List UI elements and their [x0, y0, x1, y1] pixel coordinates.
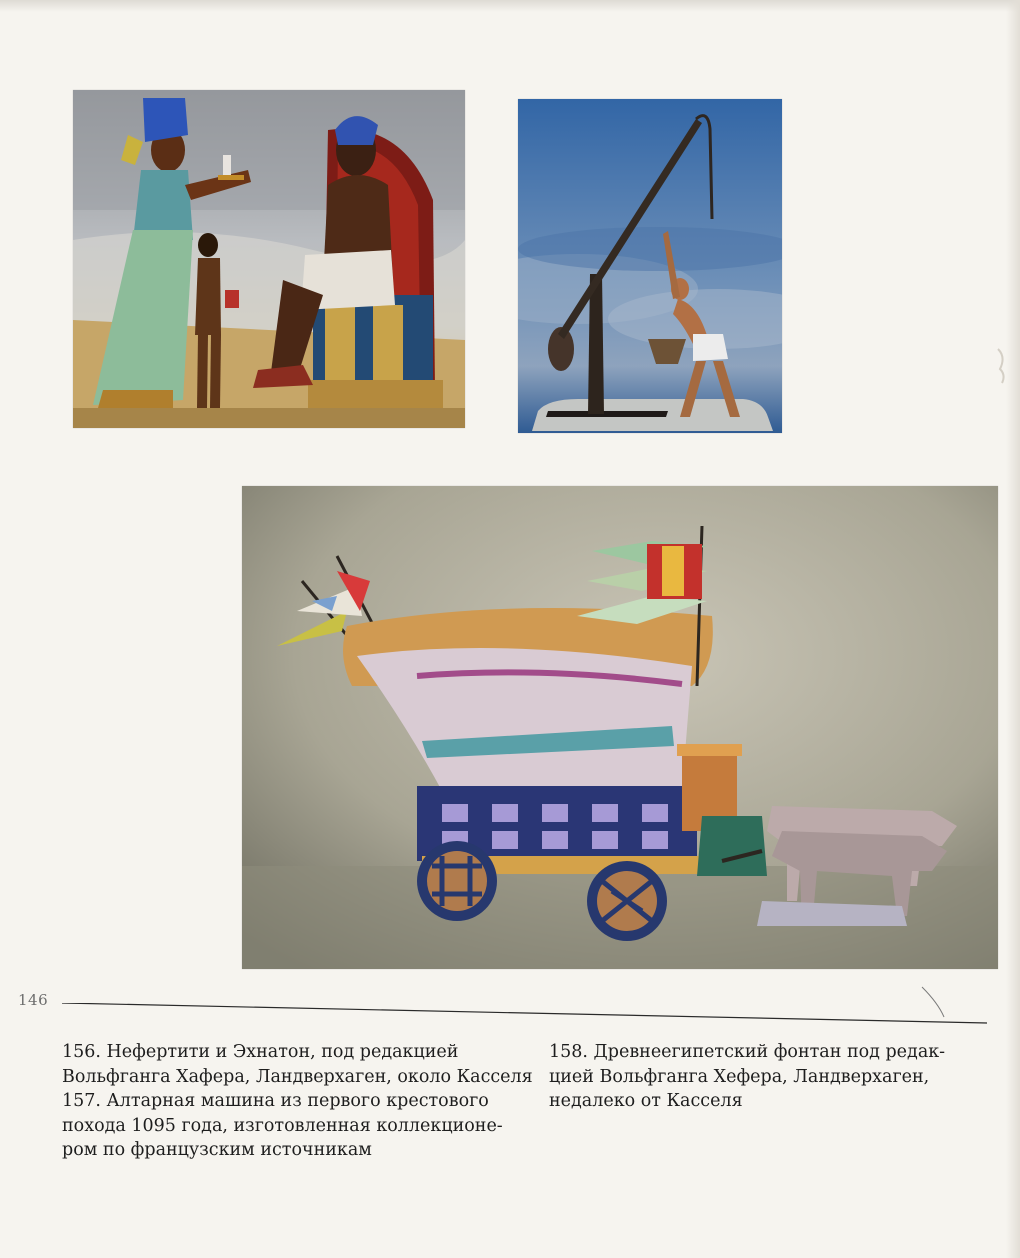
caption-line: 156. Нефертити и Эхнатон, под редакцией — [62, 1042, 459, 1062]
photo-egyptian-fountain — [518, 99, 782, 433]
caption-rule — [62, 1003, 987, 1025]
photo-nefertiti-akhenaten — [73, 90, 465, 428]
caption-column-left — [62, 1040, 532, 1163]
page-edge-shadow-top — [0, 0, 1020, 12]
caption-line: ром по французским источникам — [62, 1140, 372, 1160]
paper-tear-mark — [994, 345, 1014, 385]
nefertiti-illustration — [73, 90, 465, 428]
paper-scratch — [920, 985, 960, 1020]
fountain-illustration — [518, 99, 782, 433]
caption-line: 158. Древнеегипетский фонтан под редак- — [549, 1042, 946, 1062]
caption-line: похода 1095 года, изготовленная коллекционе- — [62, 1115, 503, 1136]
wagon-illustration — [242, 486, 998, 969]
page-edge-shadow-right — [1006, 0, 1020, 1258]
caption-line: недалеко от Касселя — [549, 1091, 743, 1111]
caption-line: цией Вольфганга Хефера, Ландверхаген, — [549, 1066, 930, 1087]
caption-line: Вольфганга Хафера, Ландверхаген, около Касселя — [62, 1066, 533, 1087]
page-number: 146 — [18, 991, 49, 1009]
caption-column-right — [549, 1040, 959, 1114]
photo-altar-wagon — [242, 486, 998, 969]
caption-line: 157. Алтарная машина из первого крестового — [62, 1091, 489, 1111]
